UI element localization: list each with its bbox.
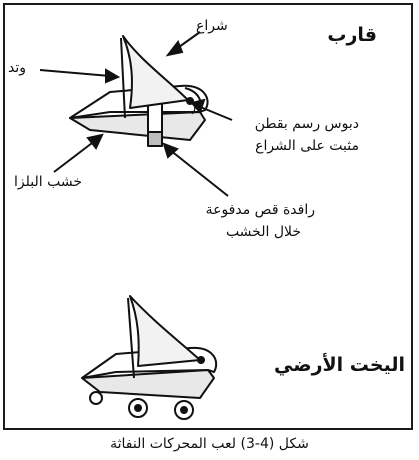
yacht-sail [130,296,200,366]
label-pin-line2: مثبت على الشراع [255,138,359,154]
label-tab-line1: رافدة قص مدفوعة [205,202,315,218]
label-tab-line2: خلال الخشب [225,224,301,240]
sail-boat-drawing [70,36,208,146]
boat-title: قارب [327,24,377,46]
label-balsa: خشب البلزا [14,174,82,190]
land-yacht-drawing [82,296,216,419]
label-pin-line1: دبوس رسم بقطن [254,116,359,132]
figure-caption: شكل (4-3) لعب المحركات النفاثة [110,436,309,452]
land-yacht-title: اليخت الأرضي [273,354,405,376]
label-sail: شراع [196,18,228,34]
label-peg: وتد [8,60,27,76]
